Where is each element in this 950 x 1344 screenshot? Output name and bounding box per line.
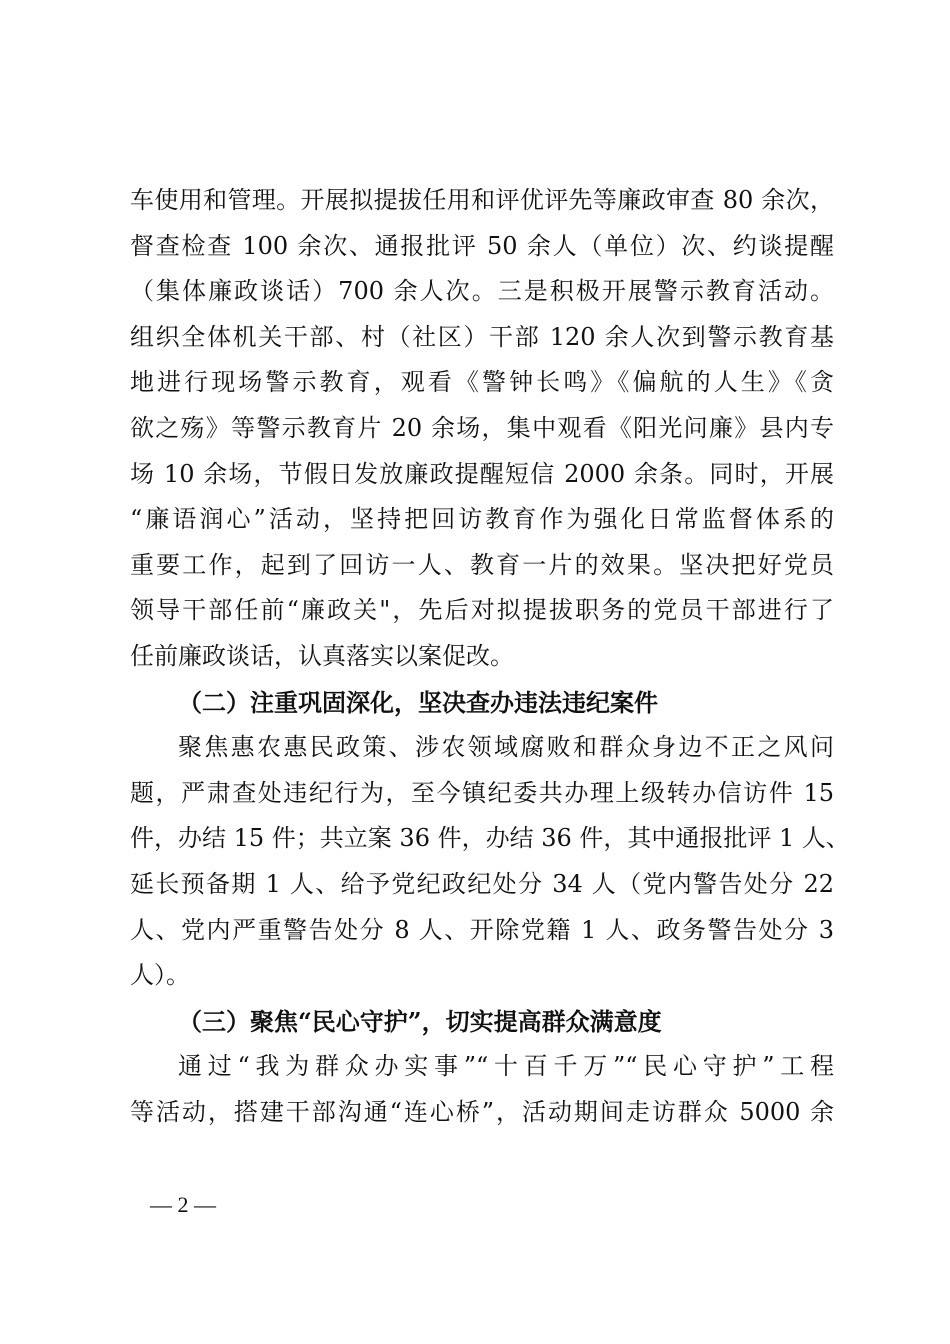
paragraph-line: 通过“我为群众办实事”“十百千万”“民心守护”工程 [178, 1052, 834, 1081]
paragraph-line: 组织全体机关干部、村（社区）干部 120 余人次到警示教育基 [130, 322, 834, 351]
paragraph-line: 聚焦惠农惠民政策、涉农领域腐败和群众身边不正之风问 [178, 733, 834, 762]
paragraph-line: 任前廉政谈话，认真落实以案促改。 [130, 641, 514, 670]
document-body [130, 178, 850, 1135]
paragraph-line: 领导干部任前“廉政关"，先后对拟提拔职务的党员干部进行了 [130, 596, 834, 625]
paragraph-line: 件，办结 15 件；共立案 36 件，办结 36 件，其中通报批评 1 人、 [130, 824, 850, 853]
paragraph-line: 人）。 [130, 961, 190, 990]
paragraph-line: 车使用和管理。开展拟提拔任用和评优评先等廉政审查 80 余次， [130, 186, 834, 214]
paragraph-line: 欲之殇》等警示教育片 20 余场，集中观看《阳光问廉》县内专 [130, 413, 834, 442]
paragraph-line: （集体廉政谈话）700 余人次。三是积极开展警示教育活动。 [130, 277, 834, 306]
paragraph-line: 地进行现场警示教育，观看《警钟长鸣》《偏航的人生》《贪 [130, 368, 834, 397]
paragraph-line: 场 10 余场，节假日发放廉政提醒短信 2000 余条。同时，开展 [130, 459, 834, 488]
paragraph-line: 人、党内严重警告处分 8 人、开除党籍 1 人、政务警告处分 3 [130, 915, 834, 944]
section-heading-3: （三）聚焦“民心守护”，切实提高群众满意度 [178, 1006, 662, 1036]
page-number: — 2 — [150, 1192, 216, 1217]
paragraph-line: 等活动，搭建干部沟通“连心桥”，活动期间走访群众 5000 余 [130, 1097, 834, 1126]
paragraph-line: 题，严肃查处违纪行为，至今镇纪委共办理上级转办信访件 15 [130, 778, 834, 807]
section-heading-2: （二）注重巩固深化，坚决查办违法违纪案件 [178, 687, 658, 717]
paragraph-line: 延长预备期 1 人、给予党纪政纪处分 34 人（党内警告处分 22 [130, 869, 834, 898]
paragraph-line: 重要工作，起到了回访一人、教育一片的效果。坚决把好党员 [130, 550, 834, 579]
paragraph-line: “廉语润心”活动，坚持把回访教育作为强化日常监督体系的 [130, 505, 834, 534]
paragraph-line: 督查检查 100 余次、通报批评 50 余人（单位）次、约谈提醒 [130, 231, 834, 260]
